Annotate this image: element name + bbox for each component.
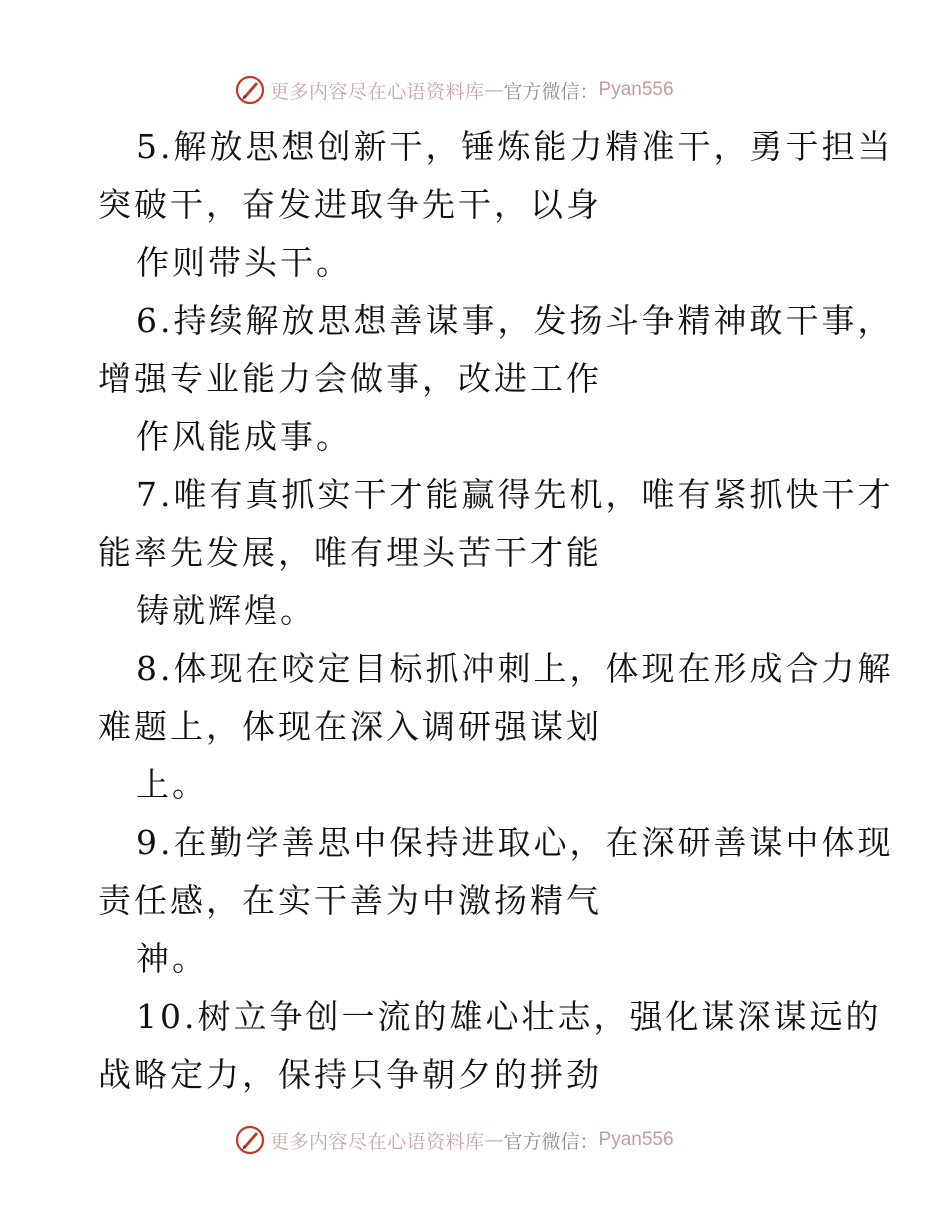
text-line: 作则带头干。 xyxy=(136,243,352,282)
text-line: 铸就辉煌。 xyxy=(136,591,316,630)
watermark-wechat-label: 官方微信： xyxy=(503,80,599,103)
watermark-text: 更多内容尽在心语资料库 xyxy=(270,1130,485,1153)
text-line: 5.解放思想创新干，锤炼能力精准干，勇于担当 xyxy=(136,127,894,166)
text-line: 作风能成事。 xyxy=(136,417,352,456)
text-line: 10.树立争创一流的雄心壮志，强化谋深谋远的 xyxy=(136,997,882,1036)
watermark-wechat-id: Pyan556 xyxy=(598,79,674,100)
watermark-dash: — xyxy=(484,1129,504,1151)
header-watermark xyxy=(234,73,674,107)
document-body xyxy=(98,118,894,1104)
text-line: 难题上，体现在深入调研强谋划 xyxy=(98,707,602,746)
text-line: 9.在勤学善思中保持进取心，在深研善谋中体现 xyxy=(136,823,894,862)
watermark-text: 更多内容尽在心语资料库 xyxy=(270,80,485,103)
text-line: 8.体现在咬定目标抓冲刺上，体现在形成合力解 xyxy=(136,649,894,688)
text-line: 增强专业能力会做事，改进工作 xyxy=(98,359,602,398)
text-line: 神。 xyxy=(136,939,208,978)
text-line: 战略定力，保持只争朝夕的拼劲 xyxy=(98,1055,602,1094)
text-line: 6.持续解放思想善谋事，发扬斗争精神敢干事， xyxy=(136,301,894,340)
text-line: 突破干，奋发进取争先干，以身 xyxy=(98,185,602,224)
quill-logo-icon xyxy=(234,1124,266,1156)
watermark-wechat-label: 官方微信： xyxy=(503,1130,599,1153)
text-line: 能率先发展，唯有埋头苦干才能 xyxy=(98,533,602,572)
quill-logo-icon xyxy=(234,74,266,106)
watermark-dash: — xyxy=(484,79,504,101)
footer-watermark xyxy=(234,1123,674,1157)
watermark-wechat-id: Pyan556 xyxy=(598,1129,674,1150)
text-line: 7.唯有真抓实干才能赢得先机，唯有紧抓快干才 xyxy=(136,475,894,514)
text-line: 责任感，在实干善为中激扬精气 xyxy=(98,881,602,920)
text-line: 上。 xyxy=(136,765,208,804)
